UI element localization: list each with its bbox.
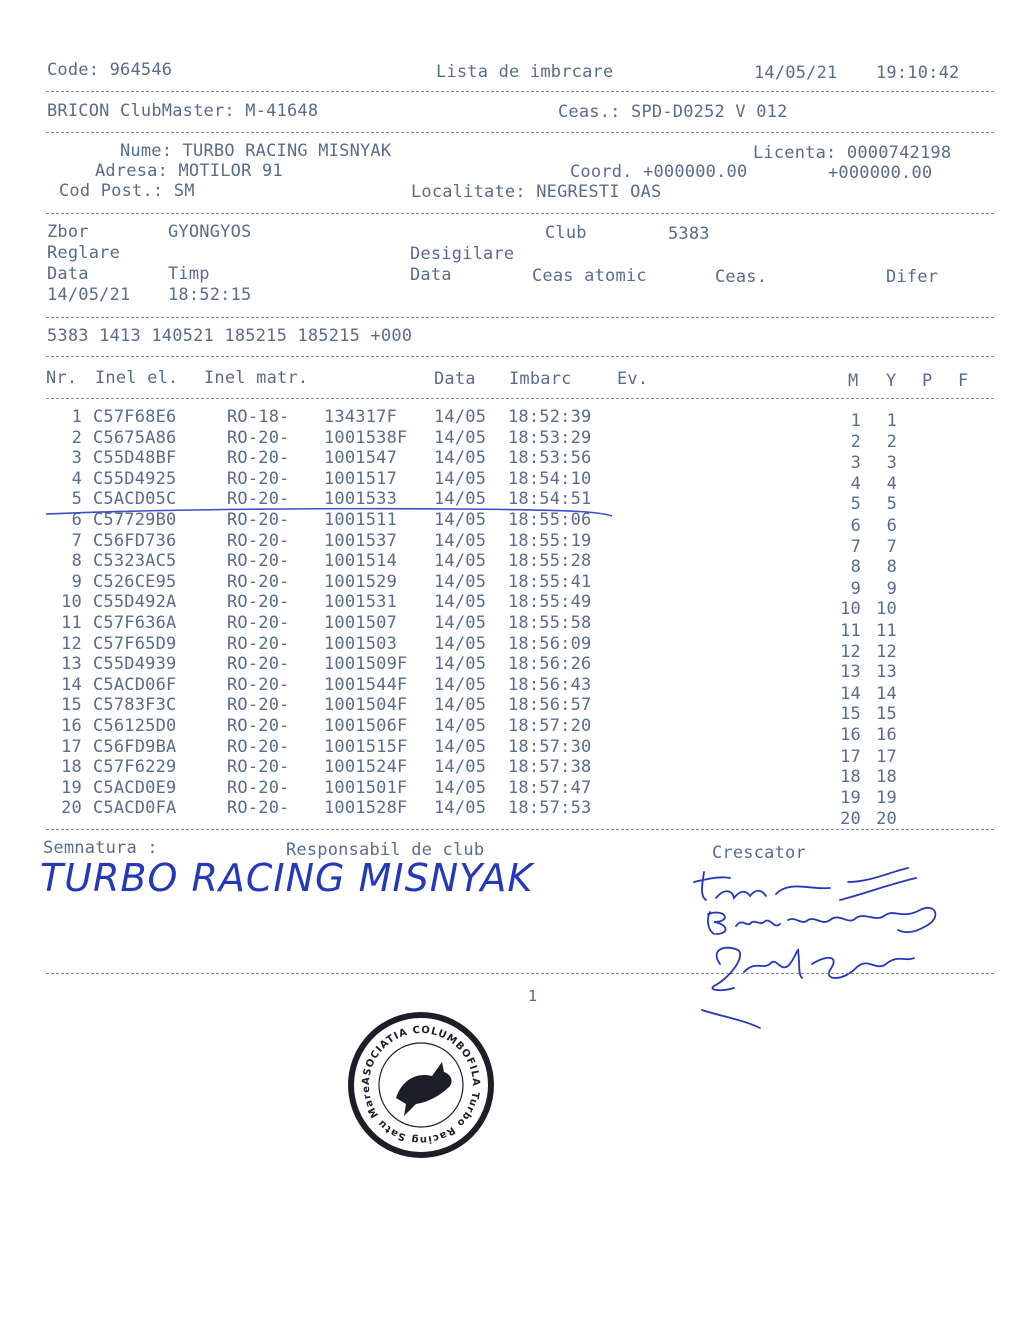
col-header-inel-el: Inel el. <box>95 368 179 388</box>
row-number: 12 <box>61 634 82 654</box>
row-date: 14/05 <box>434 634 487 654</box>
ring-number: 1001503 <box>324 634 398 654</box>
row-time: 18:57:30 <box>508 737 592 757</box>
ring-electronic: C5ACD0E9 <box>93 778 177 798</box>
ring-prefix: RO-18- <box>227 407 290 427</box>
col-header-m: M <box>848 371 859 391</box>
row-number: 11 <box>61 613 82 633</box>
row-time: 18:54:10 <box>508 469 592 489</box>
table-row <box>0 634 1024 662</box>
row-date: 14/05 <box>434 531 487 551</box>
reglare-date: 14/05/21 <box>47 285 131 305</box>
row-number: 13 <box>61 654 82 674</box>
col-header-nr: Nr. <box>46 368 78 388</box>
row-m: 2 <box>850 432 861 452</box>
ring-prefix: RO-20- <box>227 737 290 757</box>
handwritten-club-name: TURBO RACING MISNYAK <box>40 856 534 900</box>
divider <box>46 317 994 318</box>
row-number: 18 <box>61 757 82 777</box>
row-m: 5 <box>850 494 861 514</box>
row-time: 18:55:58 <box>508 613 592 633</box>
table-row <box>0 757 1024 787</box>
row-time: 18:57:38 <box>508 757 592 777</box>
table-row <box>0 531 1024 557</box>
ring-prefix: RO-20- <box>227 551 290 571</box>
ring-number: 1001531 <box>324 592 398 612</box>
row-number: 10 <box>61 592 82 612</box>
ring-prefix: RO-20- <box>227 489 290 509</box>
ring-number: 1001506F <box>324 716 408 736</box>
row-y: 6 <box>886 516 897 536</box>
row-y: 17 <box>876 747 897 767</box>
ring-electronic: C57F68E6 <box>93 407 177 427</box>
row-time: 18:53:56 <box>508 448 592 468</box>
owner-address: Adresa: MOTILOR 91 <box>95 161 283 181</box>
table-row <box>0 716 1024 745</box>
row-y: 15 <box>876 704 897 724</box>
ring-number: 1001501F <box>324 778 408 798</box>
ring-electronic: C5ACD0FA <box>93 798 177 818</box>
row-y: 3 <box>886 453 897 473</box>
ring-prefix: RO-20- <box>227 531 290 551</box>
ring-prefix: RO-20- <box>227 634 290 654</box>
row-time: 18:54:51 <box>508 489 592 509</box>
flight-summary: 5383 1413 140521 185215 185215 +000 <box>47 326 413 346</box>
ring-prefix: RO-20- <box>227 469 290 489</box>
row-m: 13 <box>840 662 861 682</box>
col-header-y: Y <box>886 371 897 391</box>
ring-number: 1001524F <box>324 757 408 777</box>
row-time: 18:57:53 <box>508 798 592 818</box>
row-y: 9 <box>886 579 897 599</box>
row-number: 17 <box>61 737 82 757</box>
row-date: 14/05 <box>434 675 487 695</box>
print-date: 14/05/21 <box>754 63 838 83</box>
ring-electronic: C56125D0 <box>93 716 177 736</box>
table-row <box>0 572 1024 599</box>
responsabil-label: Responsabil de club <box>286 840 485 860</box>
table-row <box>0 798 1024 829</box>
row-date: 14/05 <box>434 428 487 448</box>
ring-electronic: C57F65D9 <box>93 634 177 654</box>
row-date: 14/05 <box>434 489 487 509</box>
ring-number: 1001517 <box>324 469 398 489</box>
divider <box>46 132 994 133</box>
row-m: 8 <box>850 557 861 577</box>
ring-prefix: RO-20- <box>227 654 290 674</box>
pen-underline <box>40 500 620 524</box>
page-number: 1 <box>528 987 538 1005</box>
row-number: 2 <box>71 428 82 448</box>
ring-prefix: RO-20- <box>227 716 290 736</box>
ring-electronic: C5675A86 <box>93 428 177 448</box>
owner-coordinates-2: +000000.00 <box>828 163 933 183</box>
table-row <box>0 551 1024 577</box>
row-m: 10 <box>840 599 861 619</box>
row-m: 6 <box>850 516 861 536</box>
ring-prefix: RO-20- <box>227 592 290 612</box>
row-date: 14/05 <box>434 757 487 777</box>
row-date: 14/05 <box>434 448 487 468</box>
row-m: 20 <box>840 809 861 829</box>
ring-prefix: RO-20- <box>227 798 290 818</box>
row-time: 18:55:41 <box>508 572 592 592</box>
ring-electronic: C55D48BF <box>93 448 177 468</box>
desigilare-label: Desigilare <box>410 244 515 264</box>
semnatura-label: Semnatura : <box>43 838 158 858</box>
ring-prefix: RO-20- <box>227 778 290 798</box>
crescator-label: Crescator <box>712 843 806 863</box>
row-m: 19 <box>840 788 861 808</box>
signature-scribbles <box>680 860 970 1030</box>
ring-electronic: C56FD736 <box>93 531 177 551</box>
row-time: 18:52:39 <box>508 407 592 427</box>
row-m: 11 <box>840 621 861 641</box>
print-time: 19:10:42 <box>876 63 960 83</box>
row-number: 16 <box>61 716 82 736</box>
ring-number: 1001509F <box>324 654 408 674</box>
table-row <box>0 695 1024 724</box>
row-date: 14/05 <box>434 716 487 736</box>
ring-number: 1001538F <box>324 428 408 448</box>
ring-electronic: C5ACD05C <box>93 489 177 509</box>
ring-number: 1001507 <box>324 613 398 633</box>
ring-prefix: RO-20- <box>227 510 290 530</box>
row-y: 16 <box>876 725 897 745</box>
col-header-f: F <box>958 371 969 391</box>
row-date: 14/05 <box>434 592 487 612</box>
row-number: 7 <box>71 531 82 551</box>
ceas-atomic-label: Ceas atomic <box>532 266 647 286</box>
row-time: 18:55:19 <box>508 531 592 551</box>
ring-electronic: C5323AC5 <box>93 551 177 571</box>
ring-electronic: C55D4925 <box>93 469 177 489</box>
ring-number: 1001514 <box>324 551 398 571</box>
row-number: 1 <box>71 407 82 427</box>
table-row <box>0 654 1024 682</box>
club-seal-stamp <box>346 1010 496 1160</box>
row-y: 5 <box>886 494 897 514</box>
reglare-time: 18:52:15 <box>168 285 252 305</box>
row-time: 18:56:26 <box>508 654 592 674</box>
row-date: 14/05 <box>434 407 487 427</box>
row-number: 3 <box>71 448 82 468</box>
row-y: 14 <box>876 684 897 704</box>
ring-number: 1001515F <box>324 737 408 757</box>
row-date: 14/05 <box>434 778 487 798</box>
zbor-label: Zbor <box>47 222 89 242</box>
ring-electronic: C526CE95 <box>93 572 177 592</box>
desigilare-data-label: Data <box>410 265 452 285</box>
ring-electronic: C5783F3C <box>93 695 177 715</box>
row-m: 4 <box>850 474 861 494</box>
ring-electronic: C55D492A <box>93 592 177 612</box>
row-date: 14/05 <box>434 613 487 633</box>
ring-prefix: RO-20- <box>227 695 290 715</box>
stamp-text: ASOCIATIA COLUMBOFILA Turbo Racing Satu Mare <box>360 1024 482 1146</box>
ring-number: 1001533 <box>324 489 398 509</box>
row-number: 19 <box>61 778 82 798</box>
row-y: 11 <box>876 621 897 641</box>
divider <box>46 398 994 399</box>
row-date: 14/05 <box>434 510 487 530</box>
row-m: 1 <box>850 411 861 431</box>
row-y: 2 <box>886 432 897 452</box>
row-m: 15 <box>840 704 861 724</box>
ring-prefix: RO-20- <box>227 572 290 592</box>
row-y: 20 <box>876 809 897 829</box>
row-m: 3 <box>850 453 861 473</box>
divider <box>46 356 994 357</box>
table-row <box>0 592 1024 619</box>
row-m: 9 <box>850 579 861 599</box>
table-row <box>0 448 1024 473</box>
ring-number: 1001511 <box>324 510 398 530</box>
divider <box>46 91 994 92</box>
row-m: 17 <box>840 747 861 767</box>
row-time: 18:57:20 <box>508 716 592 736</box>
document-title: Lista de imbrcare <box>436 62 614 82</box>
table-row <box>0 428 1024 452</box>
ring-number: 1001528F <box>324 798 408 818</box>
table-row <box>0 613 1024 641</box>
row-time: 18:55:28 <box>508 551 592 571</box>
ring-prefix: RO-20- <box>227 613 290 633</box>
owner-postcode: Cod Post.: SM <box>59 181 195 201</box>
ring-prefix: RO-20- <box>227 448 290 468</box>
col-header-inel-matr: Inel matr. <box>204 368 309 388</box>
row-number: 5 <box>71 489 82 509</box>
row-number: 9 <box>71 572 82 592</box>
row-m: 16 <box>840 725 861 745</box>
ring-number: 1001537 <box>324 531 398 551</box>
row-number: 14 <box>61 675 82 695</box>
ring-electronic: C56FD9BA <box>93 737 177 757</box>
row-y: 7 <box>886 537 897 557</box>
col-header-data: Data <box>434 369 476 389</box>
row-y: 10 <box>876 599 897 619</box>
row-date: 14/05 <box>434 469 487 489</box>
col-header-ev: Ev. <box>617 369 649 389</box>
difer-label: Difer <box>886 267 939 287</box>
row-time: 18:53:29 <box>508 428 592 448</box>
ring-prefix: RO-20- <box>227 757 290 777</box>
row-m: 14 <box>840 684 861 704</box>
ring-number: 1001504F <box>324 695 408 715</box>
row-time: 18:55:06 <box>508 510 592 530</box>
ring-electronic: C5ACD06F <box>93 675 177 695</box>
code-label: Code: 964546 <box>47 60 173 80</box>
ring-number: 134317F <box>324 407 398 427</box>
row-time: 18:56:57 <box>508 695 592 715</box>
row-y: 12 <box>876 642 897 662</box>
ring-electronic: C55D4939 <box>93 654 177 674</box>
row-y: 4 <box>886 474 897 494</box>
ring-prefix: RO-20- <box>227 428 290 448</box>
table-row <box>0 675 1024 704</box>
divider <box>46 973 994 974</box>
row-date: 14/05 <box>434 551 487 571</box>
club-label: Club <box>545 223 587 243</box>
row-y: 8 <box>886 557 897 577</box>
row-number: 6 <box>71 510 82 530</box>
col-header-imbarc: Imbarc <box>509 369 572 389</box>
row-date: 14/05 <box>434 695 487 715</box>
owner-licence: Licenta: 0000742198 <box>753 143 952 163</box>
reglare-timp-label: Timp <box>168 264 210 284</box>
row-m: 18 <box>840 767 861 787</box>
row-date: 14/05 <box>434 572 487 592</box>
ring-number: 1001529 <box>324 572 398 592</box>
ring-electronic: C57F6229 <box>93 757 177 777</box>
row-m: 12 <box>840 642 861 662</box>
ring-number: 1001547 <box>324 448 398 468</box>
owner-coordinates: Coord. +000000.00 <box>570 162 748 182</box>
clubmaster-device: BRICON ClubMaster: M-41648 <box>47 101 319 121</box>
clock-id: Ceas.: SPD-D0252 V 012 <box>558 102 788 122</box>
ring-number: 1001544F <box>324 675 408 695</box>
row-time: 18:55:49 <box>508 592 592 612</box>
table-row <box>0 407 1024 431</box>
row-y: 19 <box>876 788 897 808</box>
row-number: 8 <box>71 551 82 571</box>
ring-prefix: RO-20- <box>227 675 290 695</box>
row-y: 13 <box>876 662 897 682</box>
row-y: 1 <box>886 411 897 431</box>
table-row <box>0 469 1024 494</box>
zbor-value: GYONGYOS <box>168 222 252 242</box>
ring-electronic: C57729B0 <box>93 510 177 530</box>
col-header-p: P <box>922 371 933 391</box>
row-m: 7 <box>850 537 861 557</box>
ceas-label: Ceas. <box>715 267 768 287</box>
reglare-label: Reglare <box>47 243 121 263</box>
divider <box>46 213 994 214</box>
row-number: 4 <box>71 469 82 489</box>
owner-locality: Localitate: NEGRESTI OAS <box>411 182 662 202</box>
row-time: 18:56:43 <box>508 675 592 695</box>
row-number: 15 <box>61 695 82 715</box>
divider <box>46 829 994 830</box>
row-y: 18 <box>876 767 897 787</box>
reglare-data-label: Data <box>47 264 89 284</box>
row-time: 18:56:09 <box>508 634 592 654</box>
owner-name: Nume: TURBO RACING MISNYAK <box>120 141 392 161</box>
row-date: 14/05 <box>434 737 487 757</box>
row-date: 14/05 <box>434 654 487 674</box>
ring-electronic: C57F636A <box>93 613 177 633</box>
row-number: 20 <box>61 798 82 818</box>
club-value: 5383 <box>668 224 710 244</box>
row-date: 14/05 <box>434 798 487 818</box>
row-time: 18:57:47 <box>508 778 592 798</box>
